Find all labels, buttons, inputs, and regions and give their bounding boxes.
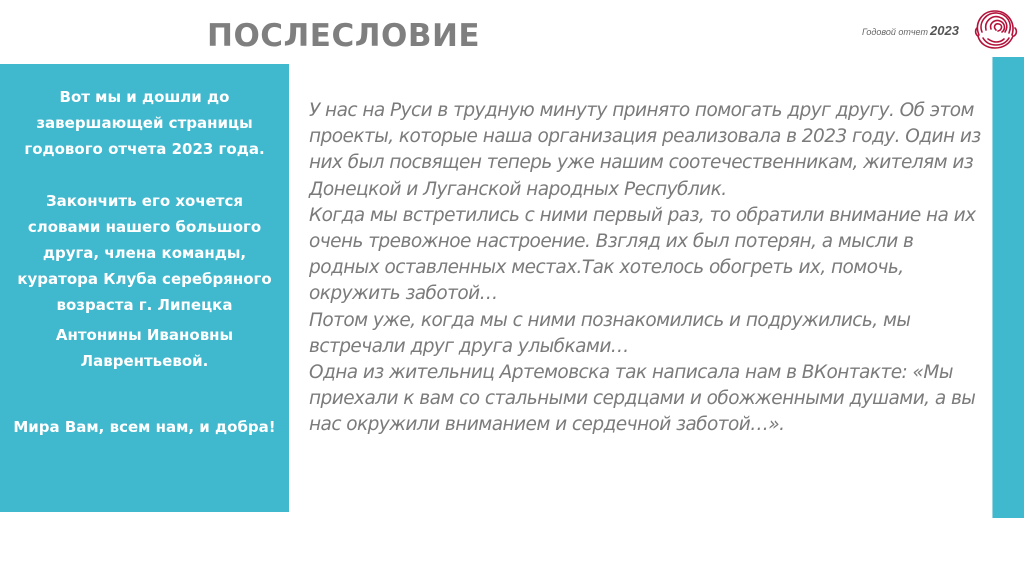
person-name: Антонины Ивановны Лаврентьевой. (55, 326, 234, 370)
report-year: 2023 (930, 23, 959, 38)
peony-flower-logo-icon (973, 8, 1019, 52)
paragraph: Одна из жительниц Артемовска так написала нам в ВКонтакте: «Мы приехали к вам со стальными сердцами и обожженными душами, а вы нас окружили вниманием и сердечной заботой…». (309, 362, 976, 436)
paragraph: У нас на Руси в трудную минуту принято помогать друг другу. Об этом проекты, которые наша организация реализовала в 2023 году. Один из них был посвящен теперь уже нашим соотечественникам, жителям из Донецкой и Луганской народных Республик. (309, 100, 981, 200)
left-info-panel (0, 64, 289, 512)
page-title: ПОСЛЕСЛОВИЕ (207, 18, 481, 54)
wish-text: Мира Вам, всем нам, и добра! (13, 418, 276, 436)
intro-text: Вот мы и дошли до завершающей страницы годового отчета 2023 года. (24, 88, 265, 158)
report-label: Годовой отчет (862, 27, 928, 37)
paragraph: Когда мы встретились с ними первый раз, то обратили внимание на их очень тревожное настроение. Взгляд их был потерян, а мысли в родных оставленных местах.Так хотелось обогреть их, помочь, окружить заботой… (309, 204, 976, 305)
main-text (309, 98, 987, 439)
right-accent-strip (992, 57, 1024, 518)
dedication-text: Закончить его хочется словами нашего большого друга, члена команды, куратора Клуба серебряного возраста г. Липецка (17, 192, 272, 314)
paragraph: Потом уже, когда мы с ними познакомились и подружились, мы встречали друг друга улыбками… (309, 309, 911, 357)
